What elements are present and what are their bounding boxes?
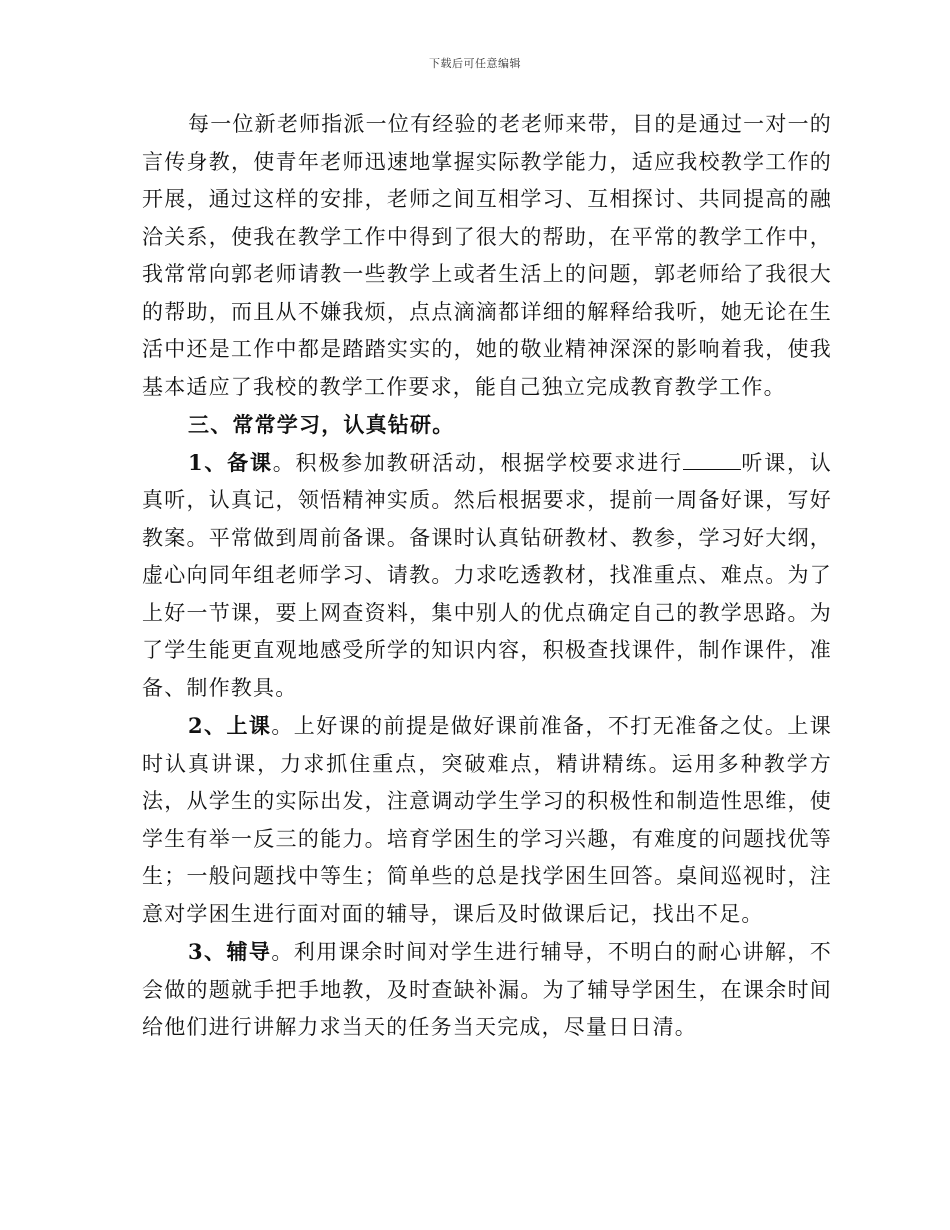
paragraph-mentoring: 每一位新老师指派一位有经验的老老师来带，目的是通过一对一的言传身教，使青年老师迅速地掌握实际教学能力，适应我校教学工作的开展，通过这样的安排，老师之间互相学习、互相探讨、共同提高的融洽关系，使我在教学工作中得到了很大的帮助，在平常的教学工作中，我常常向郭老师请教一些教学上或者生活上的问题，郭老师给了我很大的帮助，而且从不嫌我烦，点点滴滴都详细的解释给我听，她无论在生活中还是工作中都是踏踏实实的，她的敬业精神深深的影响着我，使我基本适应了我校的教学工作要求，能自己独立完成教育教学工作。 — [142, 112, 832, 399]
paragraph-teaching — [142, 707, 832, 933]
teaching-text: 。上好课的前提是做好课前准备，不打无准备之仗。上课时认真讲课，力求抓住重点，突破难点，精讲精练。运用多种教学方法，从学生的实际出发，注意调动学生学习的积极性和制造性思维，使学生有举一反三的能力。培育学困生的学习兴趣，有难度的问题找优等生；一般问题找中等生；简单些的总是找学困生回答。桌间巡视时，注意对学困生进行面对面的辅导，课后及时做课后记，找出不足。 — [142, 714, 832, 926]
lesson-prep-text-1: 。积极参加教研活动，根据学校要求进行 — [272, 450, 683, 475]
paragraph-tutoring — [142, 933, 832, 1047]
lesson-prep-text-2: 听课，认真听，认真记，领悟精神实质。然后根据要求，提前一周备好课，写好教案。平常做到周前备课。备课时认真钻研教材、教参，学习好大纲，虚心向同年组老师学习、请教。力求吃透教材，找准重点、难点。为了上好一节课，要上网查资料，集中别人的优点确定自己的教学思路。为了学生能更直观地感受所学的知识内容，积极查找课件，制作课件，准备、制作教具。 — [142, 450, 832, 700]
fill-in-blank — [683, 453, 741, 470]
lesson-prep-lead: 1、备课 — [188, 449, 273, 475]
document-body — [142, 106, 832, 1047]
paragraph-lesson-prep — [142, 444, 832, 708]
section-heading: 三、常常学习，认真钻研。 — [188, 412, 455, 437]
teaching-lead: 2、上课 — [188, 713, 272, 738]
header-note: 下载后可任意编辑 — [429, 57, 521, 70]
tutoring-lead: 3、辅导 — [188, 939, 272, 964]
tutoring-text: 。利用课余时间对学生进行辅导，不明白的耐心讲解，不会做的题就手把手地教，及时查缺补漏。为了辅导学困生，在课余时间给他们进行讲解力求当天的任务当天完成，尽量日日清。 — [142, 940, 832, 1039]
